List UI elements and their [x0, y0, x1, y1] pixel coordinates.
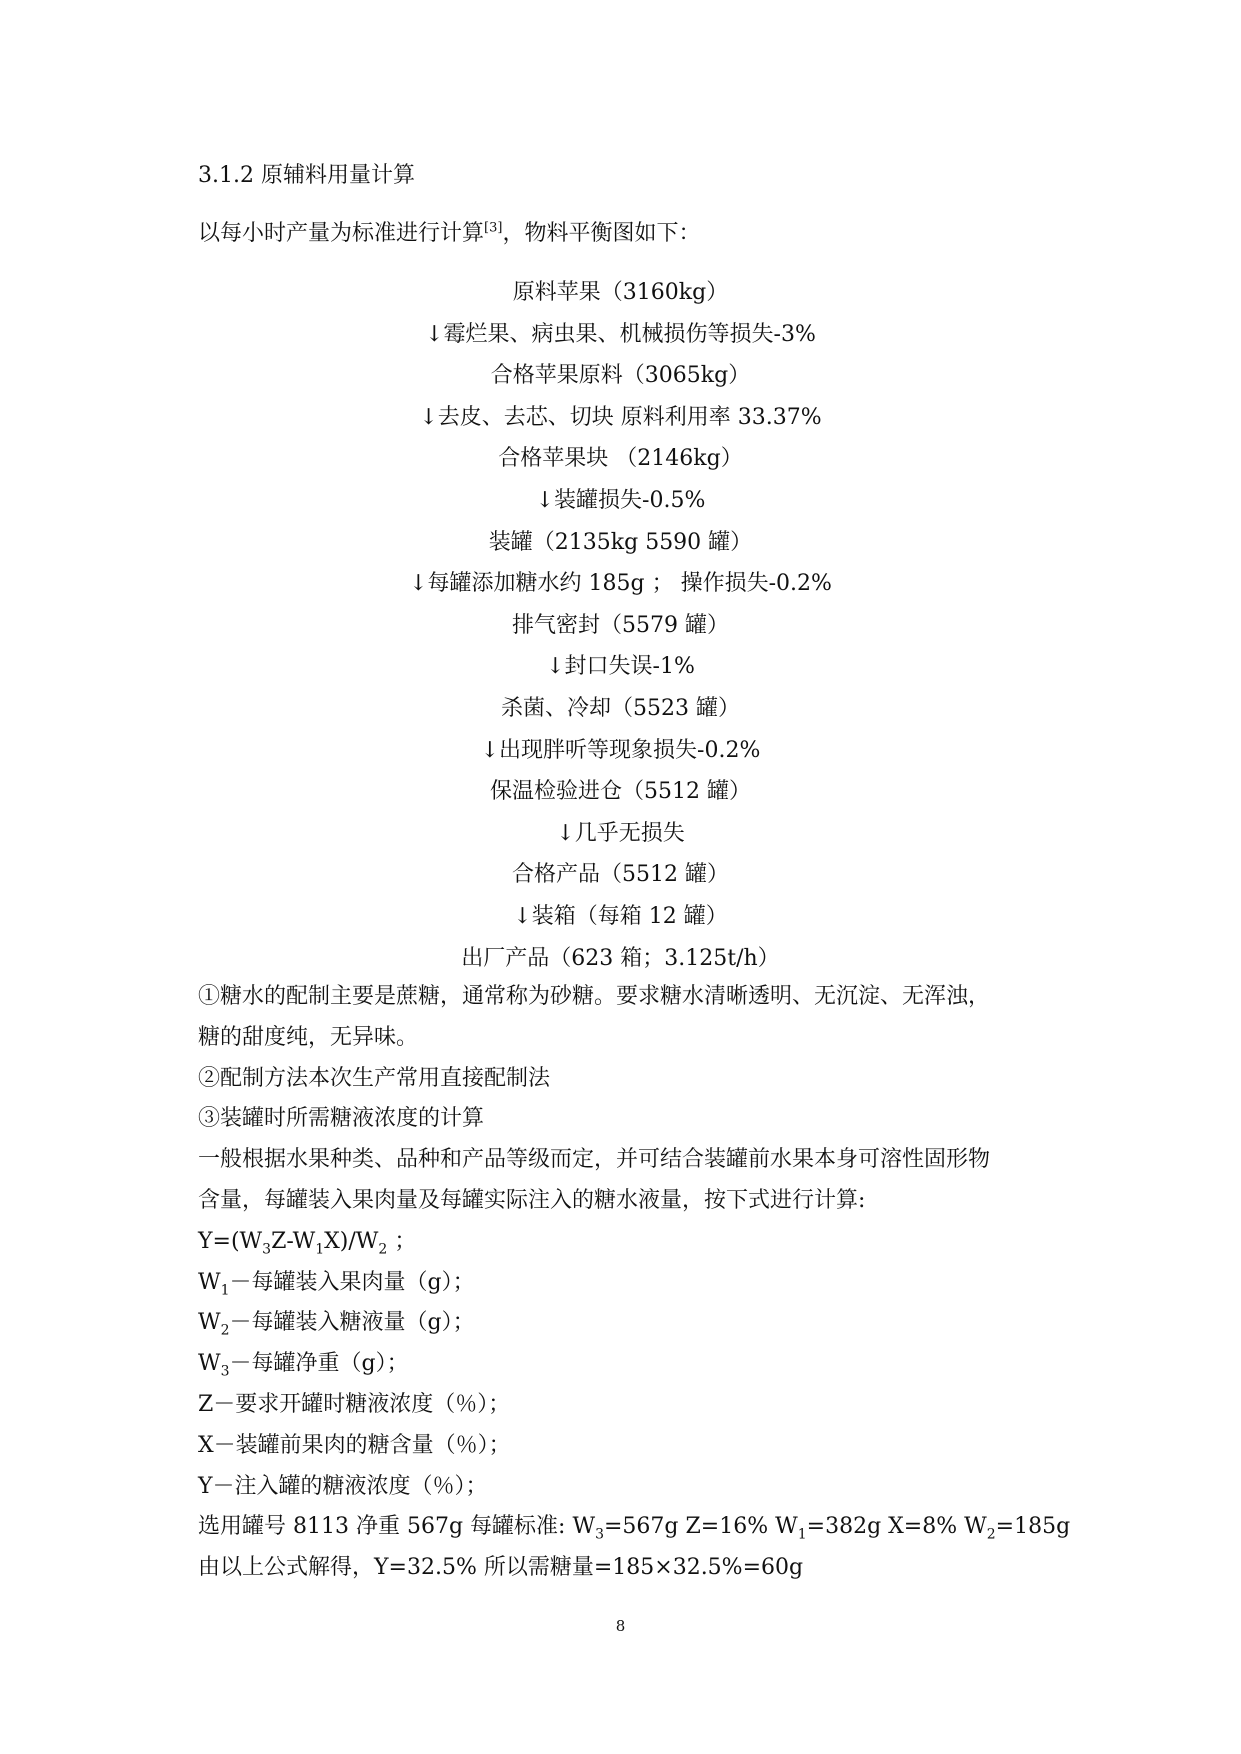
flow-step: 出厂产品（623 箱；3.125t/h）: [461, 945, 780, 971]
definition-x: X－装罐前果肉的糖含量（％）；: [198, 1432, 511, 1458]
definition-w2: [198, 1303, 1178, 1344]
subscript: 3: [595, 1526, 604, 1543]
paragraph-line: 糖的甜度纯，无异味。: [198, 1024, 419, 1050]
subscript: 2: [220, 1322, 230, 1339]
formula-part: Z-W: [271, 1228, 316, 1254]
subscript: 1: [797, 1526, 807, 1543]
flow-step: 合格苹果原料（3065kg）: [490, 363, 751, 389]
subscript: 3: [220, 1363, 230, 1380]
flow-arrow-step: ↓装罐损失-0.5%: [535, 487, 706, 513]
result-line: 由以上公式解得，Y=32.5% 所以需糖量=185×32.5%=60g: [198, 1555, 804, 1581]
paragraph-line: ③装罐时所需糖液浓度的计算: [198, 1106, 485, 1132]
selection-part: =567g Z=16% W: [603, 1514, 798, 1540]
flow-step: 保温检验进仓（5512 罐）: [490, 779, 751, 805]
selection-part: =382g X=8% W: [806, 1514, 987, 1540]
flow-arrow-step: ↓几乎无损失: [556, 820, 685, 846]
flow-step: 原料苹果（3160kg）: [512, 280, 729, 305]
selection-part: 选用罐号 8113 净重 567g 每罐标准: W: [198, 1514, 596, 1540]
formula-line: [198, 1222, 1178, 1263]
subscript: 3: [262, 1241, 272, 1258]
definition-w3: [198, 1344, 1178, 1385]
selection-part: =185g: [995, 1514, 1071, 1540]
flow-step: 合格产品（5512 罐）: [512, 862, 729, 888]
intro-paragraph: [198, 218, 700, 250]
definition-y: Y－注入罐的糖液浓度（％）；: [198, 1473, 488, 1499]
selection-line: [198, 1507, 1178, 1548]
symbol: W: [198, 1310, 221, 1336]
definition-w1: [198, 1263, 1178, 1304]
flow-arrow-step: ↓出现胖听等现象损失-0.2%: [480, 737, 761, 763]
flow-arrow-step: ↓装箱（每箱 12 罐）: [513, 903, 728, 929]
page-number: 8: [615, 1617, 626, 1635]
paragraph-line: ②配制方法本次生产常用直接配制法: [198, 1065, 551, 1091]
section-title: 3.1.2 原辅料用量计算: [198, 163, 415, 188]
paragraph-line: ①糖水的配制主要是蔗糖，通常称为砂糖。要求糖水清晰透明、无沉淀、无浑浊，: [198, 984, 991, 1009]
subscript: 2: [378, 1241, 388, 1258]
paragraph-line: 含量，每罐装入果肉量及每罐实际注入的糖水液量，按下式进行计算:: [198, 1187, 866, 1213]
formula-part: Y=(W: [198, 1228, 263, 1254]
flow-step: 排气密封（5579 罐）: [512, 612, 729, 638]
flow-arrow-step: ↓霉烂果、病虫果、机械损伤等损失-3%: [425, 321, 816, 347]
material-balance-flow: [0, 272, 1241, 979]
symbol: W: [198, 1269, 221, 1295]
flow-arrow-step: ↓封口失误-1%: [546, 654, 695, 680]
flow-step: 杀菌、冷却（5523 罐）: [501, 695, 740, 721]
flow-step: 装罐（2135kg 5590 罐）: [488, 529, 753, 555]
body-text: [198, 977, 1178, 1589]
subscript: 2: [986, 1526, 996, 1543]
subscript: 1: [220, 1281, 230, 1298]
intro-tail: ，物料平衡图如下：: [502, 221, 701, 246]
intro-text: 以每小时产量为标准进行计算: [198, 221, 485, 246]
flow-arrow-step: ↓每罐添加糖水约 185g ； 操作损失-0.2%: [409, 571, 832, 597]
flow-arrow-step: ↓去皮、去芯、切块 原料利用率 33.37%: [419, 404, 822, 430]
citation-ref: [3]: [484, 220, 503, 236]
symbol: W: [198, 1351, 221, 1377]
definition-text: －每罐装入果肉量（g）；: [229, 1269, 475, 1295]
definition-text: －每罐净重（g）；: [229, 1351, 409, 1377]
subscript: 1: [315, 1241, 325, 1258]
flow-step: 合格苹果块 （2146kg）: [498, 446, 743, 472]
definition-text: －每罐装入糖液量（g）；: [229, 1310, 475, 1336]
formula-part: X)/W: [324, 1228, 379, 1254]
definition-z: Z－要求开罐时糖液浓度（％）；: [198, 1391, 511, 1417]
formula-part: ；: [387, 1228, 417, 1254]
paragraph-line: 一般根据水果种类、品种和产品等级而定，并可结合装罐前水果本身可溶性固形物: [198, 1147, 991, 1173]
